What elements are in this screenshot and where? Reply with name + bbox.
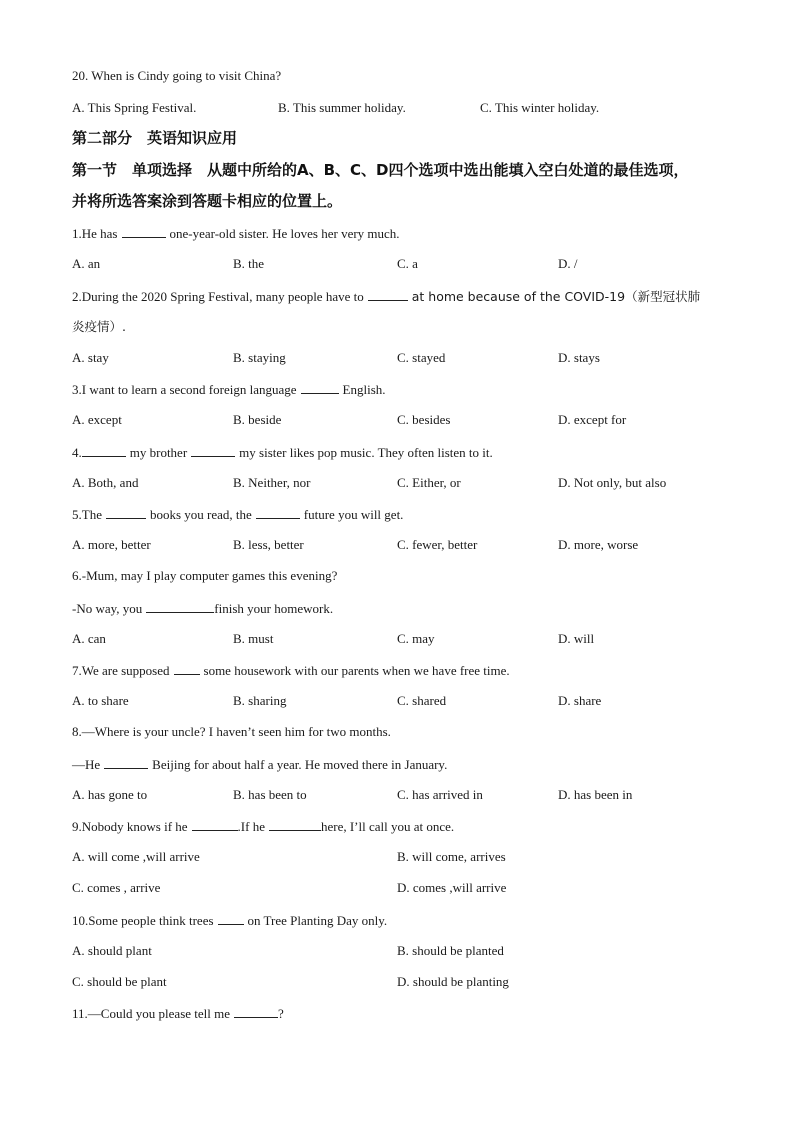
q20-option-b: B. This summer holiday. <box>278 100 406 115</box>
answer-blank <box>368 288 408 301</box>
q4-option-c: C. Either, or <box>397 475 461 490</box>
q2-option-a: A. stay <box>72 350 109 365</box>
q5-text-mid: books you read, the <box>149 507 252 522</box>
q7-option-b: B. sharing <box>233 693 287 708</box>
q5-option-b: B. less, better <box>233 537 304 552</box>
q5-text-pre: 5.The <box>72 507 102 522</box>
question-5-stem <box>72 506 403 523</box>
q4-option-b: B. Neither, nor <box>233 475 311 490</box>
q9-text-pre: 9.Nobody knows if he <box>72 819 188 834</box>
q1-option-c: C. a <box>397 256 418 271</box>
q3-option-c: C. besides <box>397 412 451 427</box>
question-10-stem <box>72 912 387 929</box>
answer-blank <box>256 506 300 519</box>
answer-blank <box>301 381 339 394</box>
q4-option-a: A. Both, and <box>72 475 139 490</box>
q10-option-d: D. should be planting <box>397 974 509 989</box>
q3-option-d: D. except for <box>558 412 627 427</box>
q7-option-a: A. to share <box>72 693 129 708</box>
answer-blank <box>192 818 238 831</box>
question-1-stem <box>72 225 400 242</box>
q6-option-d: D. will <box>558 631 595 646</box>
q9-option-c: C. comes , arrive <box>72 880 161 895</box>
q4-text-post: my sister likes pop music. They often listen to it. <box>239 445 493 460</box>
question-8-stem: 8.—Where is your uncle? I haven’t seen him for two months. <box>72 724 391 739</box>
q10-option-a: A. should plant <box>72 943 152 958</box>
q6-option-b: B. must <box>233 631 274 646</box>
q8-option-d: D. has been in <box>558 787 633 802</box>
q2-text-post: at home because of the COVID-19（新型冠状肺 <box>411 289 701 304</box>
answer-blank <box>174 662 200 675</box>
q7-text-post: some housework with our parents when we have free time. <box>203 663 510 678</box>
question-9-stem <box>72 818 454 835</box>
q7-option-c: C. shared <box>397 693 447 708</box>
q3-text-pre: 3.I want to learn a second foreign language <box>72 382 297 397</box>
answer-blank <box>122 225 166 238</box>
q6-text-post: finish your homework. <box>214 601 334 616</box>
answer-blank <box>234 1005 278 1018</box>
section1-instruction-line2: 并将所选答案涂到答题卡相应的位置上。 <box>72 192 343 210</box>
q8-text-post: Beijing for about half a year. He moved there in January. <box>152 757 448 772</box>
answer-blank <box>146 600 214 613</box>
q3-option-a: A. except <box>72 412 122 427</box>
question-3-stem <box>72 381 386 398</box>
section1-instruction-line1: 第一节 单项选择 从题中所给的A、B、C、D四个选项中选出能填入空白处道的最佳选项， <box>72 161 689 179</box>
q2-option-d: D. stays <box>558 350 600 365</box>
q4-option-d: D. Not only, but also <box>558 475 667 490</box>
q10-option-b: B. should be planted <box>397 943 504 958</box>
question-8-stem-line2 <box>72 756 447 773</box>
q1-option-d: D. / <box>558 256 578 271</box>
question-2-stem <box>72 288 700 305</box>
q8-option-b: B. has been to <box>233 787 307 802</box>
q9-option-a: A. will come ,will arrive <box>72 849 200 864</box>
q1-option-b: B. the <box>233 256 265 271</box>
q8-text-pre: —He <box>72 757 101 772</box>
q8-option-a: A. has gone to <box>72 787 148 802</box>
q9-text-mid: .If he <box>237 819 265 834</box>
question-6-stem: 6.-Mum, may I play computer games this evening? <box>72 568 338 583</box>
q20-option-a: A. This Spring Festival. <box>72 100 197 115</box>
part2-title: 第二部分 英语知识应用 <box>72 129 238 147</box>
answer-blank <box>218 912 244 925</box>
q10-option-c: C. should be plant <box>72 974 167 989</box>
q1-option-a: A. an <box>72 256 101 271</box>
q7-option-d: D. share <box>558 693 602 708</box>
q5-option-c: C. fewer, better <box>397 537 478 552</box>
question-11-stem <box>72 1005 284 1022</box>
q5-option-a: A. more, better <box>72 537 151 552</box>
q1-text-post: one-year-old sister. He loves her very much. <box>169 226 400 241</box>
q2-text-pre: 2.During the 2020 Spring Festival, many people have to <box>72 289 364 304</box>
q4-text-mid: my brother <box>129 445 188 460</box>
q9-option-b: B. will come, arrives <box>397 849 506 864</box>
q8-option-c: C. has arrived in <box>397 787 483 802</box>
q5-text-post: future you will get. <box>303 507 404 522</box>
q6-text-pre: -No way, you <box>72 601 143 616</box>
q9-text-post: here, I’ll call you at once. <box>320 819 455 834</box>
answer-blank <box>104 756 148 769</box>
question-6-stem-line2 <box>72 600 333 617</box>
q5-option-d: D. more, worse <box>558 537 639 552</box>
q1-text-pre: 1.He has <box>72 226 118 241</box>
question-2-stem-continued: 炎疫情）. <box>72 319 126 334</box>
q2-option-c: C. stayed <box>397 350 446 365</box>
q10-text-pre: 10.Some people think trees <box>72 913 214 928</box>
question-20-stem: 20. When is Cindy going to visit China? <box>72 68 282 83</box>
q11-text-pre: 11.—Could you please tell me <box>72 1006 231 1021</box>
q20-option-c: C. This winter holiday. <box>480 100 600 115</box>
q4-text-pre: 4. <box>72 445 82 460</box>
q7-text-pre: 7.We are supposed <box>72 663 170 678</box>
q6-option-c: C. may <box>397 631 435 646</box>
answer-blank <box>269 818 321 831</box>
answer-blank <box>82 444 126 457</box>
q11-text-post: ? <box>278 1006 284 1021</box>
q10-text-post: on Tree Planting Day only. <box>247 913 388 928</box>
answer-blank <box>191 444 235 457</box>
q3-text-post: English. <box>342 382 386 397</box>
q2-option-b: B. staying <box>233 350 286 365</box>
q3-option-b: B. beside <box>233 412 282 427</box>
question-7-stem <box>72 662 510 679</box>
q6-option-a: A. can <box>72 631 106 646</box>
q9-option-d: D. comes ,will arrive <box>397 880 507 895</box>
question-4-stem <box>72 444 493 461</box>
answer-blank <box>106 506 146 519</box>
